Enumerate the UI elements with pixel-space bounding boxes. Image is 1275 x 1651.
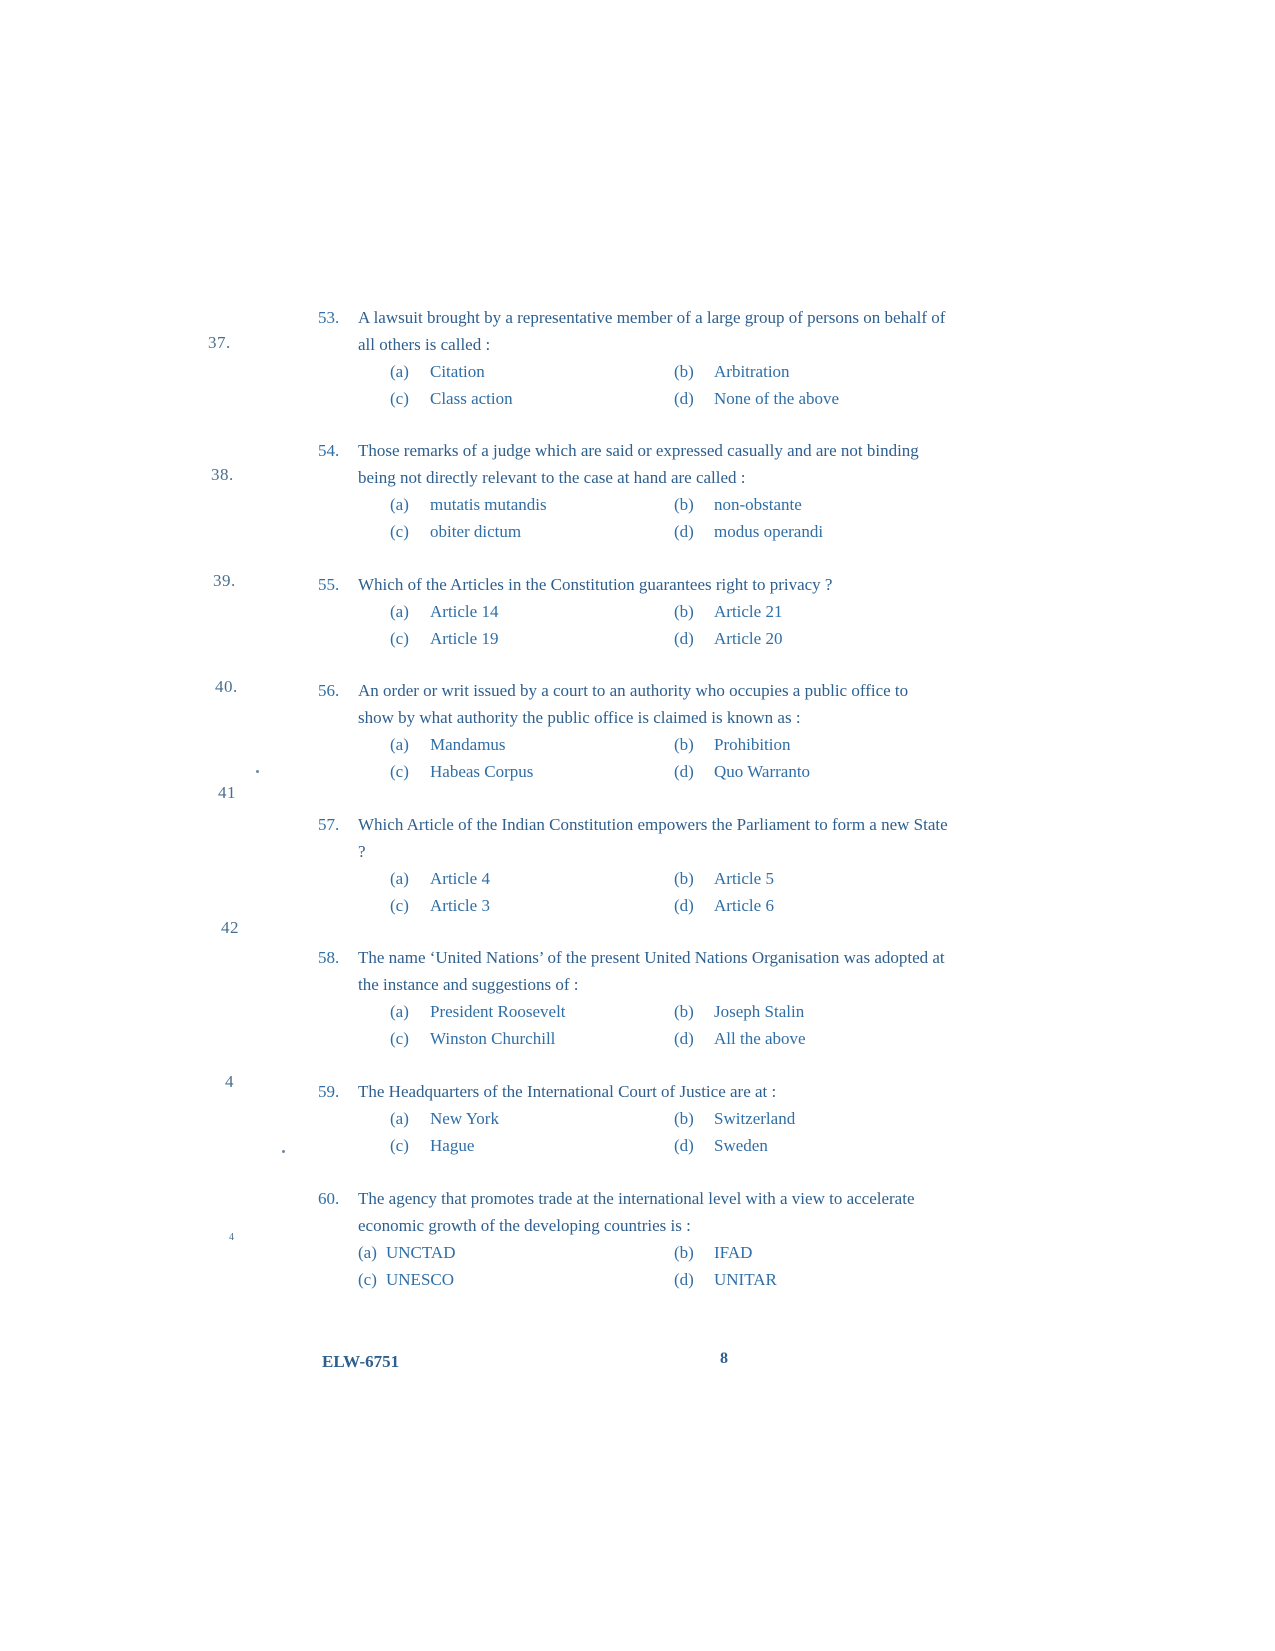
question-stem: The agency that promotes trade at the international level with a view to accelerate economic growth of the developing countries is : [358,1189,915,1235]
option-c: (c) Article 19 [390,629,499,648]
option-c: (c) UNESCO [358,1270,455,1289]
footer-page-number: 8 [720,1350,728,1367]
options [390,491,948,545]
footer-booklet-code: ELW-6751 [322,1352,400,1371]
option-c: (c) Winston Churchill [390,1029,556,1048]
question-number: 59. [318,1082,340,1101]
option-c: (c) Habeas Corpus [390,762,534,781]
margin-number: 42 [221,918,239,937]
option-a: (a) President Roosevelt [390,1002,566,1021]
option-b: (b) Article 21 [674,602,783,621]
option-c: (c) Article 3 [390,896,490,915]
question-58 [318,944,948,1052]
option-b: (b) Prohibition [674,735,791,754]
margin-number: 4 [225,1072,234,1091]
question-60 [318,1185,948,1293]
option-b: (b) Article 5 [674,869,774,888]
options [390,731,948,785]
question-stem: Which of the Articles in the Constitution guarantees right to privacy ? [358,575,833,594]
question-stem: Which Article of the Indian Constitution empowers the Parliament to form a new State ? [358,815,948,861]
option-a: (a) Article 4 [390,869,490,888]
option-d: (d) UNITAR [674,1270,777,1289]
option-d: (d) All the above [674,1029,806,1048]
option-c: (c) obiter dictum [390,522,522,541]
margin-number: 39. [213,571,236,590]
margin-number: 41 [218,783,236,802]
options [390,1105,948,1159]
question-stem: The name ‘United Nations’ of the present United Nations Organisation was adopted at the instance and suggestions of : [358,948,945,994]
option-c: (c) Class action [390,389,513,408]
question-number: 53. [318,308,340,327]
option-b: (b) non-obstante [674,495,802,514]
margin-number: 37. [208,333,231,352]
option-c: (c) Hague [390,1136,475,1155]
question-number: 54. [318,441,340,460]
option-d: (d) Quo Warranto [674,762,811,781]
question-59 [318,1078,948,1159]
question-stem: Those remarks of a judge which are said or expressed casually and are not binding being not directly relevant to the case at hand are called : [358,441,919,487]
option-d: (d) Sweden [674,1136,768,1155]
options [358,1239,948,1293]
question-number: 60. [318,1189,340,1208]
question-number: 56. [318,681,340,700]
options [390,998,948,1052]
question-57 [318,811,948,919]
option-a: (a) UNCTAD [358,1243,456,1262]
question-56 [318,677,948,785]
margin-number: 4 [229,1232,235,1243]
question-stem: An order or writ issued by a court to an authority who occupies a public office to show by what authority the public office is claimed is known as : [358,681,909,727]
question-54 [318,437,948,545]
margin-number: 38. [211,465,234,484]
option-d: (d) None of the above [674,389,840,408]
option-b: (b) IFAD [674,1243,753,1262]
option-a: (a) New York [390,1109,499,1128]
question-55 [318,571,948,652]
question-53 [318,304,948,412]
speck [256,770,259,773]
option-a: (a) Citation [390,362,485,381]
option-b: (b) Arbitration [674,362,790,381]
option-d: (d) Article 6 [674,896,774,915]
option-a: (a) Mandamus [390,735,506,754]
options [390,865,948,919]
option-b: (b) Switzerland [674,1109,796,1128]
option-d: (d) Article 20 [674,629,783,648]
question-stem: A lawsuit brought by a representative member of a large group of persons on behalf of all others is called : [358,308,946,354]
option-a: (a) mutatis mutandis [390,495,547,514]
speck [282,1150,285,1153]
question-stem: The Headquarters of the International Court of Justice are at : [358,1082,777,1101]
option-b: (b) Joseph Stalin [674,1002,805,1021]
option-a: (a) Article 14 [390,602,499,621]
question-number: 57. [318,815,340,834]
options [390,358,948,412]
question-number: 55. [318,575,340,594]
margin-number: 40. [215,677,238,696]
question-number: 58. [318,948,340,967]
options [390,598,948,652]
option-d: (d) modus operandi [674,522,824,541]
